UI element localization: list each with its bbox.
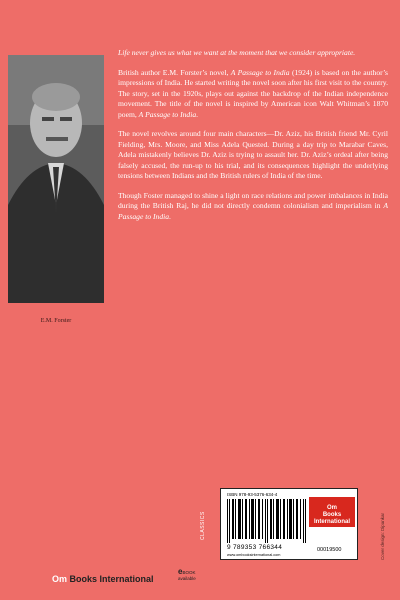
ebook-available-icon: eBOOK available: [178, 567, 196, 581]
cover-credit: Cover design: Dipankar: [380, 512, 385, 560]
paragraph-3: Though Foster managed to shine a light on race relations and power imbalances in India during the British Raj, he did not directly condemn colonialism and imperialism in A Passage to India.: [118, 190, 388, 221]
isbn-label: ISBN 978-93-5376-634-4: [227, 492, 278, 497]
portrait-caption: E.M. Forster: [40, 318, 72, 324]
om-books-logo: Om Books International: [309, 497, 355, 527]
paragraph-2: The novel revolves around four main characters—Dr. Aziz, his British friend Mr. Cyril Fielding, Mrs. Moore, and Miss Adela Quested. During a day trip to Marabar Caves, Adela mistakenly believes Dr. Aziz is trying to assault her. Dr. Aziz’s ordeal after being falsely accused, the run-up to his trial, and its consequences highlight the underlying tensions between Indians and the British rulers of India of the time.: [118, 129, 388, 180]
publisher-url: www.ombooksinternational.com: [227, 553, 281, 557]
publisher-name: Om Books International: [52, 574, 154, 584]
paragraph-1: British author E.M. Forster’s novel, A Passage to India (1924) is based on the author’s impressions of India. He started writing the novel soon after his first visit to the country. The story, set in the 1920s, plays out against the backdrop of the Indian independence movement. The title of the novel is inspired by American icon Walt Whitman’s 1870 poem, A Passage to India.: [118, 67, 389, 119]
synopsis-text: [118, 48, 388, 231]
epigraph-quote: Life never gives us what we want at the moment that we consider appropriate.: [118, 48, 356, 57]
barcode-panel: [220, 488, 358, 560]
price-code: 00019500: [317, 547, 342, 553]
barcode-icon: [227, 499, 307, 543]
author-portrait: [8, 55, 104, 303]
spine-label: CLASSICS: [200, 511, 206, 540]
isbn-number: 9 789353 766344: [227, 544, 283, 551]
